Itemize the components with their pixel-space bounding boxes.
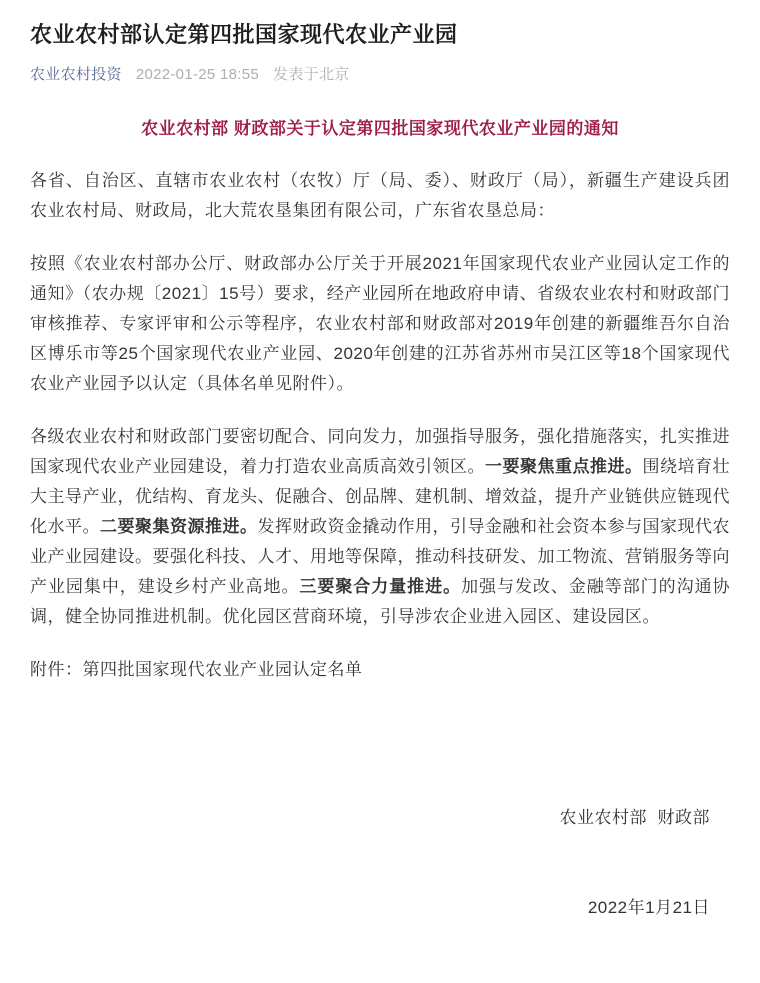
basis-paragraph: 按照《农业农村部办公厅、财政部办公厅关于开展2021年国家现代农业产业园认定工作的通知》（农办规〔2021〕15号）要求，经产业园所在地政府申请、省级农业农村和财政部门审核推荐、专家评审和公示等程序，农业农村部和财政部对2019年创建的新疆维吾尔自治区博乐市等25个国家现代农业产业园、2020年创建的江苏省苏州市吴江区等18个国家现代农业产业园予以认定（具体名单见附件）。 bbox=[30, 253, 730, 393]
recipients-paragraph: 各省、自治区、直辖市农业农村（农牧）厅（局、委）、财政厅（局），新疆生产建设兵团农业农村局、财政局，北大荒农垦集团有限公司，广东省农垦总局： bbox=[30, 170, 730, 220]
measures-intro: 各级农业农村和财政部门要密切配合、同向发力，加强指导服务，强化措施落实，扎实推进国家现代农业产业园建设，着力打造农业高质高效引领区。 bbox=[30, 426, 730, 476]
byline bbox=[30, 64, 730, 85]
measures-paragraph bbox=[30, 422, 730, 632]
account-name-link[interactable]: 农业农村投资 bbox=[30, 65, 122, 83]
measure-two-text: 发挥财政资金撬动作用，引导金融和社会资本参与国家现代农业产业园建设。要强化科技、人才、用地等保障，推动科技研发、加工物流、营销服务等向产业园集中，建设乡村产业高地。 bbox=[30, 516, 730, 596]
measure-two-heading: 二要聚集资源推进。 bbox=[100, 516, 258, 536]
measure-three-heading: 三要聚合力量推进。 bbox=[299, 576, 462, 596]
signature-issuers: 农业农村部 财政部 bbox=[559, 807, 710, 827]
publish-time: 2022-01-25 18:55 bbox=[135, 65, 260, 83]
publish-location: 发表于北京 bbox=[273, 65, 350, 83]
measure-three-text: 加强与发改、金融等部门的沟通协调，健全协同推进机制。优化园区营商环境，引导涉农企业进入园区、建设园区。 bbox=[30, 576, 731, 626]
measure-one-heading: 一要聚焦重点推进。 bbox=[485, 456, 643, 476]
signature-block bbox=[30, 743, 730, 983]
notice-title: 农业农村部 财政部关于认定第四批国家现代农业产业园的通知 bbox=[141, 118, 619, 138]
signature-date: 2022年1月21日 bbox=[587, 897, 710, 917]
attachment-line: 附件：第四批国家现代农业产业园认定名单 bbox=[30, 659, 363, 679]
measure-one-text: 围绕培育壮大主导产业，优结构、育龙头、促融合、创品牌、建机制、增效益，提升产业链供应链现代化水平。 bbox=[30, 456, 730, 536]
article-title: 农业农村部认定第四批国家现代农业产业园 bbox=[30, 22, 458, 47]
